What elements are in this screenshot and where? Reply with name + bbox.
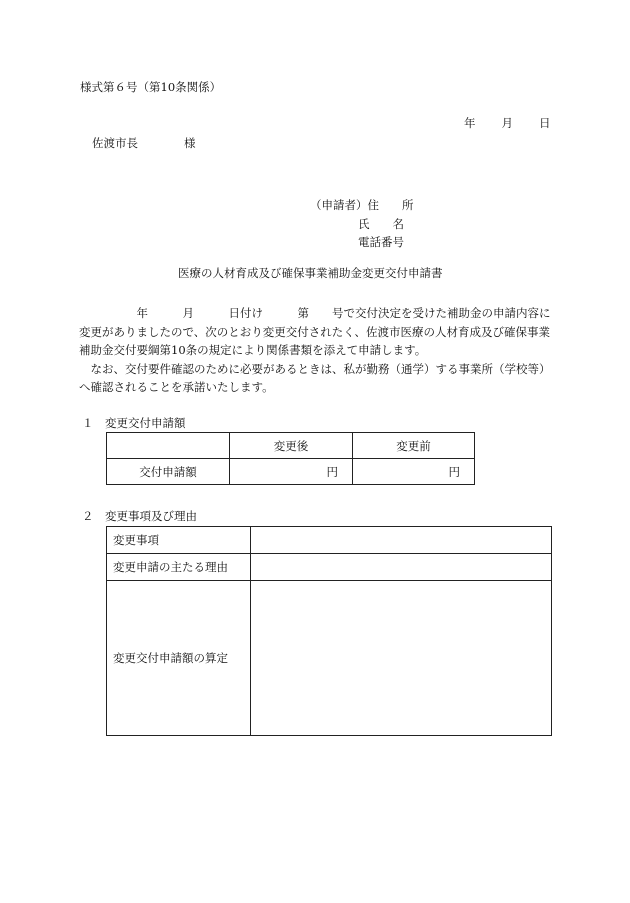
- form-number: 様式第６号（第10条関係）: [80, 80, 222, 94]
- change-item-label: 変更事項: [107, 527, 251, 554]
- body-paragraph-2: なお、交付要件確認のために必要があるときは、私が勤務（通学）する事業所（学校等）へ確認されることを承諾いたします。: [79, 361, 551, 394]
- section2-heading: ２ 変更事項及び理由: [82, 509, 197, 523]
- change-reason-label: 変更申請の主たる理由: [107, 554, 251, 581]
- document-title: 医療の人材育成及び確保事業補助金変更交付申請書: [178, 266, 443, 280]
- section1-heading: １ 変更交付申請額: [82, 416, 186, 430]
- amount-before-cell: 円: [353, 459, 475, 485]
- applicant-block: [310, 196, 414, 252]
- applicant-label: （申請者）: [310, 198, 368, 212]
- applicant-address-label: 住 所: [367, 198, 414, 212]
- applicant-phone-label: 電話番号: [358, 235, 404, 249]
- table-row: [107, 433, 475, 459]
- col-before-header: 変更前: [353, 433, 475, 459]
- change-table: [106, 526, 552, 736]
- table-row: [107, 459, 475, 485]
- date-day: 日: [539, 116, 551, 130]
- body-paragraph-1: 年 月 日付け 第 号で交付決定を受けた補助金の申請内容に変更がありましたので、次のとおり変更交付されたく、佐渡市医療の人材育成及び確保事業補助金交付要綱第10条の規定により関係書類を添えて申請します。: [79, 306, 551, 357]
- addressee: 佐渡市長 様: [92, 136, 196, 150]
- applicant-name-label: 氏 名: [358, 216, 404, 231]
- body-text: [79, 304, 551, 397]
- date-month: 月: [501, 116, 513, 130]
- col-after-header: 変更後: [230, 433, 353, 459]
- change-item-value: [251, 527, 552, 554]
- date-line: [464, 118, 551, 130]
- table-row: [107, 527, 552, 554]
- amount-row-label: 交付申請額: [107, 459, 230, 485]
- date-year: 年: [464, 116, 476, 130]
- calculation-value: [251, 581, 552, 736]
- table-row: [107, 581, 552, 736]
- empty-header-cell: [107, 433, 230, 459]
- change-reason-value: [251, 554, 552, 581]
- amount-table: [106, 432, 475, 485]
- amount-after-cell: 円: [230, 459, 353, 485]
- table-row: [107, 554, 552, 581]
- calculation-label: 変更交付申請額の算定: [107, 581, 251, 736]
